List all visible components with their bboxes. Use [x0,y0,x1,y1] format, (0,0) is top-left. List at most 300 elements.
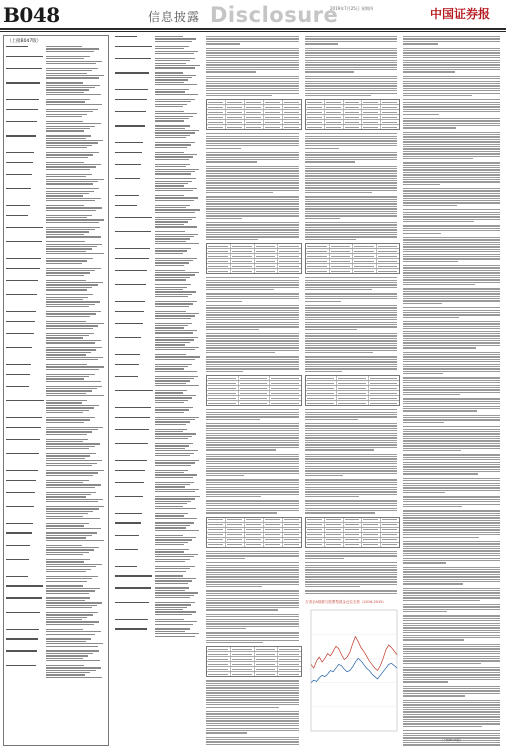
text-line [155,219,192,220]
table-cell [377,254,400,258]
text-line [155,313,199,314]
text-line [305,565,397,566]
fund-entry-name [6,637,46,648]
fund-entry-details [155,257,201,268]
text-line [305,461,397,462]
article-paragraph [206,423,302,451]
text-line [46,593,89,594]
fund-entry-name [115,300,155,308]
text-line [206,41,299,42]
text-line [46,275,84,276]
text-line [305,433,397,434]
text-line [46,85,100,86]
text-line [403,579,500,580]
text-line [305,505,397,506]
text-line [46,658,83,659]
table-cell [362,543,381,547]
text-line [155,274,195,275]
text-line [305,326,397,327]
fund-entry-name [115,389,155,404]
text-line [403,279,500,280]
text-line [403,403,500,404]
text-line [46,446,95,447]
text-line [155,503,187,504]
text-line [46,311,101,312]
text-line [403,637,500,638]
text-line [403,361,500,362]
table-cell [231,259,255,263]
table-cell [306,269,330,273]
text-line [6,321,35,322]
text-line [206,350,299,351]
table-cell [207,543,226,547]
text-line [155,67,195,68]
text-line [155,272,199,273]
text-line [403,609,500,610]
table-row [207,125,301,129]
text-line [305,182,397,183]
table-cell [381,115,399,119]
text-line [206,447,299,448]
fund-entry [113,362,203,373]
text-line [305,284,397,285]
fund-entry-name [115,459,155,467]
text-line [6,523,33,524]
table-cell [306,110,325,114]
text-line [403,296,500,297]
text-line [46,229,95,230]
text-line [155,397,192,398]
text-line [403,677,500,678]
fund-entry [113,310,203,321]
text-line [46,549,94,550]
article-paragraph [206,293,302,301]
text-line [305,36,397,37]
text-line [305,229,397,230]
text-line [46,617,87,618]
article-paragraph [403,454,503,474]
fund-entry-name [115,141,155,149]
table-cell [255,254,279,258]
text-line [46,605,97,606]
text-line [46,641,86,642]
fund-entry [4,267,108,278]
text-line [46,169,90,170]
fund-entry [4,214,108,225]
text-line [206,609,278,610]
article-paragraph [403,132,503,160]
text-line [46,499,103,500]
fund-entry [4,543,108,556]
text-line [206,593,299,594]
text-line [46,193,89,194]
text-line [155,513,188,514]
text-line [403,95,472,96]
fund-entry [113,406,203,414]
fund-entry-name [6,363,46,371]
text-line [115,72,149,73]
text-line [155,250,187,251]
text-line [403,312,500,313]
article-paragraph [305,277,400,290]
text-line [403,225,500,226]
fund-entry-details [46,611,106,626]
text-line [155,207,186,208]
text-line [6,629,39,630]
text-line [46,434,87,435]
fund-entry-details [155,230,201,245]
article-paragraph [206,166,302,194]
text-line [46,272,90,273]
text-line [206,433,299,434]
text-line [305,343,397,344]
table-row [207,401,301,405]
text-line [6,333,34,334]
fund-entry-name [6,226,46,239]
text-line [403,459,500,460]
text-line [155,234,198,235]
text-line [403,258,500,259]
text-line [46,395,104,396]
fund-entry-name [6,558,46,573]
fund-entry-name [115,163,155,176]
text-line [305,201,397,202]
article-paragraph [206,711,302,734]
article-paragraph [403,541,503,564]
table-cell [362,125,381,129]
fund-entry [4,320,108,331]
text-line [403,228,500,229]
table-cell [306,518,325,522]
text-line [403,323,500,324]
table-cell [369,386,399,390]
article-paragraph [206,409,302,420]
fund-entry [4,293,108,308]
text-line [46,554,83,555]
fund-entry [4,575,108,583]
fund-entry [113,574,203,585]
text-line [6,241,42,242]
text-line [305,211,397,212]
text-line [305,579,397,580]
text-line [403,679,500,680]
text-line [206,586,262,587]
table-cell [255,269,279,273]
fund-entry [113,322,203,335]
text-line [155,327,184,328]
text-line [403,686,500,687]
text-line [155,135,190,136]
text-line [206,371,243,372]
fund-entry [113,257,203,268]
text-line [206,500,299,501]
fund-entry-details [46,637,106,648]
text-line [305,175,397,176]
text-line [46,612,98,613]
text-line [403,184,440,185]
text-line [403,560,500,561]
table-cell [283,543,301,547]
fund-entry-name [115,283,155,298]
text-line [206,90,299,91]
fund-entry [4,187,108,202]
text-line [46,354,86,355]
table-cell [255,652,279,656]
text-line [155,602,195,603]
text-line [206,692,299,693]
article-paragraph [206,277,302,290]
fund-entry [4,257,108,265]
text-line [206,640,299,641]
text-line [46,501,98,502]
text-line [155,84,197,85]
text-line [46,624,94,625]
text-line [206,148,241,149]
table-cell [344,115,363,119]
text-line [305,76,397,77]
table-cell [264,115,283,119]
fund-entry [4,628,108,636]
text-line [46,511,93,512]
text-line [115,270,147,271]
text-line [155,200,194,201]
table-cell [306,396,337,400]
text-line [46,135,91,136]
text-line [305,510,397,511]
text-line [403,141,500,142]
article-paragraph [206,48,302,73]
text-line [46,210,96,211]
text-line [6,374,30,375]
text-line [155,91,185,92]
text-line [155,330,197,331]
table-cell [381,110,399,114]
data-table [305,517,400,548]
text-line [403,704,500,705]
table-cell [278,652,301,656]
text-line [46,56,90,57]
text-line [206,741,299,742]
text-line [155,287,187,288]
text-line [155,364,192,365]
fund-entry-name [6,320,46,331]
text-line [305,208,397,209]
table-cell [330,244,354,248]
text-line [155,472,184,473]
fund-entry-name [6,204,46,212]
table-cell [245,528,264,532]
text-line [305,347,397,348]
table-cell [344,100,363,104]
fund-entry [4,490,108,503]
article-paragraph [403,225,503,233]
table-cell [381,538,399,542]
fund-entry-details [46,134,106,149]
table-cell [270,386,301,390]
text-line [403,177,500,178]
text-line [206,55,299,56]
text-line [155,142,195,143]
text-line [403,567,500,568]
article-paragraph [305,133,400,149]
fund-entry-name [115,151,155,162]
text-line [46,164,101,165]
text-line [403,702,500,703]
text-line [403,487,500,488]
table-cell [239,376,271,380]
text-line [305,196,397,197]
text-line [46,126,95,127]
text-line [206,293,299,294]
text-line [206,414,299,415]
table-cell [369,391,399,395]
text-line [115,248,150,249]
table-row [306,269,399,273]
text-line [206,305,299,306]
text-line [155,474,197,475]
text-line [305,479,397,480]
text-line [305,190,397,191]
text-line [46,313,96,314]
text-line [403,618,500,619]
text-line [46,419,90,420]
text-line [305,425,397,426]
fund-entry-details [46,214,106,225]
text-line [206,713,299,714]
text-line [305,444,397,445]
text-line [206,621,299,622]
text-line [206,725,299,726]
article-paragraph [403,415,503,423]
fund-entry-details [46,257,106,265]
text-line [206,626,299,627]
text-line [403,632,500,633]
masthead-rule-thin [0,31,506,32]
text-line [6,492,35,493]
text-line [115,301,145,302]
text-line [206,697,299,698]
text-line [155,359,195,360]
text-line [403,644,500,645]
text-line [403,730,500,731]
text-line [206,623,299,624]
table-cell [226,523,245,527]
text-line [46,487,95,488]
text-line [403,469,500,470]
text-line [305,590,397,591]
fund-entry-name [115,565,155,573]
text-line [155,636,195,637]
text-line [403,169,500,170]
text-line [206,444,299,445]
masthead-rule [0,28,506,30]
data-table [206,646,302,677]
text-line [305,280,397,281]
text-line [206,277,299,278]
text-line [155,631,185,632]
text-line [46,316,90,317]
text-line [403,373,443,374]
text-line [206,356,299,357]
text-line [155,94,198,95]
text-line [403,454,500,455]
text-line [305,301,341,302]
fund-entry-name [6,437,46,450]
text-line [206,296,299,297]
text-line [46,268,101,269]
text-line [403,492,445,493]
text-line [115,417,150,418]
text-line [46,540,104,541]
text-line [206,503,299,504]
text-line [403,695,465,696]
fund-entry-details [46,279,106,292]
text-line [155,303,193,304]
text-line [46,46,82,47]
text-line [403,69,500,70]
text-line [115,311,144,312]
table-cell [330,259,354,263]
fund-entry [113,71,203,86]
text-line [155,344,185,345]
article-paragraph [206,36,302,44]
text-line [155,113,197,114]
text-line [403,132,500,133]
table-cell [344,518,363,522]
table-cell [245,538,264,542]
fund-entry-details [46,108,106,119]
fund-entry-name [115,415,155,426]
fund-entry-details [155,574,201,585]
text-line [155,419,195,420]
text-line [155,75,196,76]
fund-entry [4,332,108,345]
text-line [46,306,89,307]
text-line [155,515,184,516]
text-line [155,72,183,73]
table-cell [325,120,344,124]
text-line [6,532,32,533]
text-line [6,294,37,295]
article-paragraph [403,76,503,96]
text-line [403,658,500,659]
text-line [155,597,190,598]
article-paragraph [206,680,302,708]
text-line [46,145,92,146]
table-cell [381,125,399,129]
text-line [403,553,500,554]
text-line [305,62,397,63]
text-line [155,79,188,80]
text-line [46,349,96,350]
text-line [46,518,100,519]
table-cell [325,533,344,537]
fund-entry [113,336,203,351]
text-line [403,651,500,652]
fund-entry [4,173,108,186]
text-line [305,555,397,556]
text-line [46,388,97,389]
text-line [46,453,96,454]
text-line [155,356,200,357]
text-line [46,147,87,148]
text-line [46,381,101,382]
text-line [305,419,358,420]
text-line [305,307,397,308]
table-cell [231,667,255,671]
text-line [155,128,185,129]
text-line [46,400,87,401]
